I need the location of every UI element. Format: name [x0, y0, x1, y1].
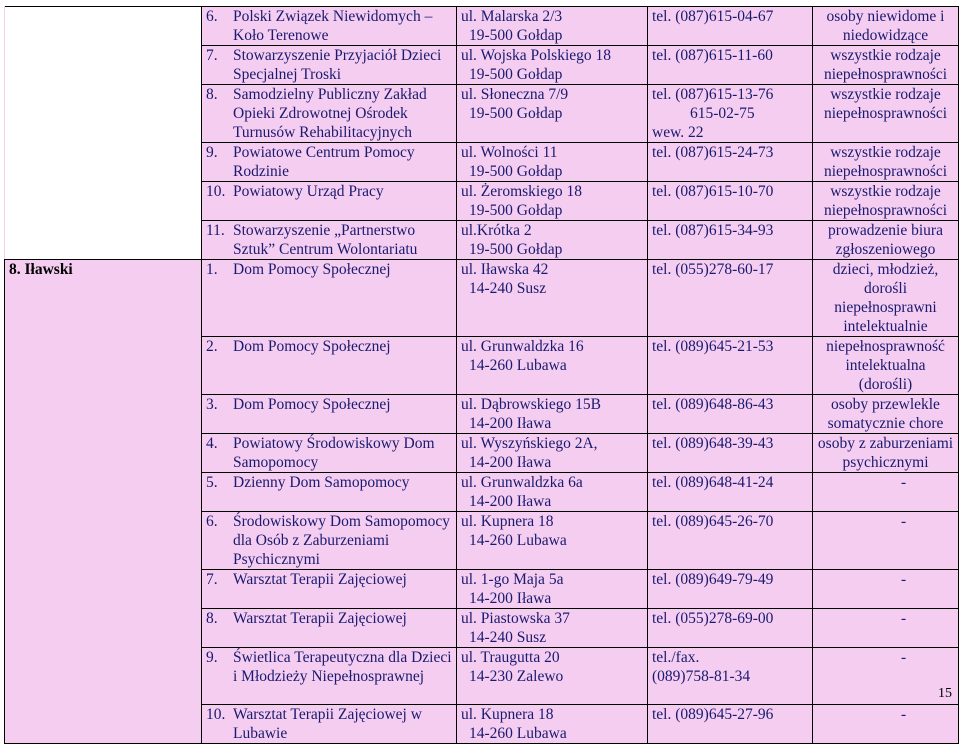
target-group-cell: wszystkie rodzaje niepełnosprawności — [813, 46, 959, 85]
table-row — [5, 705, 959, 744]
institution-name: Polski Związek Niewidomych – Koło Terenowe — [233, 8, 433, 44]
county-cell — [5, 85, 202, 143]
target-group-cell: - — [813, 473, 959, 512]
target-group-cell: wszystkie rodzaje niepełnosprawności — [813, 143, 959, 182]
institution-name-cell — [202, 473, 457, 512]
phone-line: tel. (087)615-34-93 — [652, 222, 774, 239]
address-cell — [457, 7, 648, 46]
phone-cell — [648, 395, 813, 434]
target-group-cell: wszystkie rodzaje niepełnosprawności — [813, 182, 959, 221]
institution-name-cell — [202, 85, 457, 143]
institution-name: Stowarzyszenie „Partnerstwo Sztuk” Centrum Wolontariatu — [233, 222, 418, 258]
address-cell — [457, 473, 648, 512]
phone-line: 615-02-75 — [690, 105, 755, 122]
target-group-cell: osoby z zaburzeniami psychicznymi — [813, 434, 959, 473]
phone-cell — [648, 512, 813, 570]
institution-name-cell — [202, 143, 457, 182]
county-cell — [5, 221, 202, 260]
phone-cell — [648, 473, 813, 512]
address-cell — [457, 395, 648, 434]
street-address: ul. Traugutta 20 — [461, 649, 560, 666]
institutions-table — [4, 6, 959, 744]
institution-entry — [206, 46, 452, 84]
table-row — [5, 648, 959, 705]
target-group-cell: - — [813, 648, 959, 705]
phone-line: wew. 22 — [652, 124, 704, 141]
county-cell — [5, 434, 202, 473]
institution-entry — [206, 395, 452, 414]
address-cell — [457, 570, 648, 609]
institution-entry — [206, 473, 452, 492]
institution-name-cell — [202, 705, 457, 744]
table-row — [5, 143, 959, 182]
county-cell — [5, 512, 202, 570]
phone-cell — [648, 143, 813, 182]
postal-city: 19-500 Gołdap — [469, 202, 563, 219]
institution-name: Dom Pomocy Społecznej — [233, 338, 391, 355]
street-address: ul. Kupnera 18 — [461, 513, 554, 530]
address-cell — [457, 648, 648, 705]
street-address: ul. Grunwaldzka 6a — [461, 474, 583, 491]
county-cell — [5, 143, 202, 182]
county-cell — [5, 337, 202, 395]
postal-city: 14-240 Susz — [469, 629, 547, 646]
target-group-cell: prowadzenie biura zgłoszeniowego — [813, 221, 959, 260]
phone-line: tel. (087)615-04-67 — [652, 8, 774, 25]
phone-cell — [648, 337, 813, 395]
phone-line: tel. (087)615-11-60 — [652, 47, 773, 64]
address-cell — [457, 260, 648, 337]
phone-line: tel. (089)648-41-24 — [652, 474, 774, 491]
institution-entry — [206, 512, 452, 569]
phone-cell — [648, 46, 813, 85]
phone-line: tel. (089)645-27-96 — [652, 706, 774, 723]
postal-city: 14-200 Iława — [469, 454, 552, 471]
street-address: ul. Wyszyńskiego 2A, — [461, 435, 598, 452]
street-address: ul. Dąbrowskiego 15B — [461, 396, 601, 413]
institution-name: Środowiskowy Dom Samopomocy dla Osób z Zaburzeniami Psychicznymi — [233, 513, 450, 568]
institution-name: Warsztat Terapii Zajęciowej — [233, 610, 407, 627]
row-number: 10. — [206, 706, 226, 723]
street-address: ul. Piastowska 37 — [461, 610, 570, 627]
county-cell — [5, 182, 202, 221]
phone-line: tel. (089)645-21-53 — [652, 338, 774, 355]
institution-name: Powiatowy Środowiskowy Dom Samopomocy — [233, 435, 435, 471]
row-number: 8. — [206, 610, 218, 627]
institution-entry — [206, 570, 452, 589]
postal-city: 14-260 Lubawa — [469, 532, 567, 549]
street-address: ul. Wolności 11 — [461, 144, 558, 161]
phone-cell — [648, 434, 813, 473]
institution-entry — [206, 434, 452, 472]
street-address: ul. Żeromskiego 18 — [461, 183, 582, 200]
institution-name: Powiatowe Centrum Pomocy Rodzinie — [233, 144, 415, 180]
county-cell — [5, 648, 202, 705]
row-number: 2. — [206, 338, 218, 355]
institution-name: Powiatowy Urząd Pracy — [233, 183, 384, 200]
table-row — [5, 182, 959, 221]
table-row — [5, 260, 959, 337]
street-address: ul. 1-go Maja 5a — [461, 571, 564, 588]
county-cell: 8. Iławski — [5, 260, 202, 337]
institution-name-cell — [202, 221, 457, 260]
institution-name: Dom Pomocy Społecznej — [233, 261, 391, 278]
institution-name-cell — [202, 609, 457, 648]
institution-entry — [206, 609, 452, 628]
phone-cell — [648, 182, 813, 221]
address-cell — [457, 46, 648, 85]
institution-entry — [206, 705, 452, 743]
institution-name-cell — [202, 648, 457, 705]
institution-entry — [206, 7, 452, 45]
postal-city: 14-260 Lubawa — [469, 357, 567, 374]
county-cell — [5, 46, 202, 85]
address-cell — [457, 182, 648, 221]
address-cell — [457, 609, 648, 648]
county-cell — [5, 609, 202, 648]
institution-name: Stowarzyszenie Przyjaciół Dzieci Specjalnej Troski — [233, 47, 442, 83]
street-address: ul. Słoneczna 7/9 — [461, 86, 569, 103]
institution-name-cell — [202, 434, 457, 473]
phone-line: tel. (087)615-13-76 — [652, 86, 774, 103]
address-cell — [457, 221, 648, 260]
target-group-cell: niepełnosprawność intelektualna (dorośli) — [813, 337, 959, 395]
address-cell — [457, 337, 648, 395]
phone-cell — [648, 609, 813, 648]
postal-city: 19-500 Gołdap — [469, 66, 563, 83]
institution-entry — [206, 182, 452, 201]
target-group-cell: - — [813, 609, 959, 648]
table-row — [5, 570, 959, 609]
row-number: 6. — [206, 513, 218, 530]
institution-name: Dom Pomocy Społecznej — [233, 396, 391, 413]
phone-cell — [648, 705, 813, 744]
postal-city: 14-200 Iława — [469, 493, 552, 510]
address-cell — [457, 143, 648, 182]
postal-city: 14-260 Lubawa — [469, 725, 567, 742]
phone-line: tel. (089)645-26-70 — [652, 513, 774, 530]
county-cell — [5, 473, 202, 512]
target-group-cell: dzieci, młodzież, dorośli niepełnosprawni intelektualnie — [813, 260, 959, 337]
county-cell — [5, 570, 202, 609]
row-number: 5. — [206, 474, 218, 491]
institution-name: Dzienny Dom Samopomocy — [233, 474, 410, 491]
target-group-cell: osoby niewidome i niedowidzące — [813, 7, 959, 46]
phone-line: tel. (089)649-79-49 — [652, 571, 774, 588]
phone-line: tel. (089)648-39-43 — [652, 435, 774, 452]
row-number: 9. — [206, 144, 218, 161]
institution-entry — [206, 221, 452, 259]
institution-entry — [206, 337, 452, 356]
institution-entry — [206, 85, 452, 142]
street-address: ul. Kupnera 18 — [461, 706, 554, 723]
table-row — [5, 85, 959, 143]
phone-line: tel. (055)278-60-17 — [652, 261, 774, 278]
table-row — [5, 337, 959, 395]
street-address: ul. Iławska 42 — [461, 261, 549, 278]
institution-name-cell — [202, 7, 457, 46]
phone-cell — [648, 260, 813, 337]
row-number: 7. — [206, 571, 218, 588]
row-number: 6. — [206, 8, 218, 25]
institution-name-cell — [202, 260, 457, 337]
row-number: 8. — [206, 86, 218, 103]
table-row — [5, 46, 959, 85]
row-number: 3. — [206, 396, 218, 413]
institution-name: Warsztat Terapii Zajęciowej — [233, 571, 407, 588]
row-number: 9. — [206, 649, 218, 666]
table-row — [5, 609, 959, 648]
table-row — [5, 395, 959, 434]
institution-name-cell — [202, 182, 457, 221]
table-row — [5, 473, 959, 512]
phone-line: tel. (055)278-69-00 — [652, 610, 774, 627]
postal-city: 19-500 Gołdap — [469, 163, 563, 180]
target-group-cell: wszystkie rodzaje niepełnosprawności — [813, 85, 959, 143]
institution-name-cell — [202, 512, 457, 570]
street-address: ul.Krótka 2 — [461, 222, 532, 239]
phone-line: tel. (087)615-10-70 — [652, 183, 774, 200]
address-cell — [457, 434, 648, 473]
phone-line: tel./fax. — [652, 649, 700, 666]
postal-city: 19-500 Gołdap — [469, 27, 563, 44]
postal-city: 14-200 Iława — [469, 590, 552, 607]
phone-cell — [648, 7, 813, 46]
target-group-cell: - — [813, 705, 959, 744]
target-group-cell: - — [813, 570, 959, 609]
institution-entry — [206, 260, 452, 279]
street-address: ul. Wojska Polskiego 18 — [461, 47, 612, 64]
institution-name: Warsztat Terapii Zajęciowej w Lubawie — [233, 706, 422, 742]
table-row — [5, 512, 959, 570]
address-cell — [457, 705, 648, 744]
county-cell — [5, 7, 202, 46]
institution-name-cell — [202, 337, 457, 395]
table-row — [5, 434, 959, 473]
phone-cell — [648, 85, 813, 143]
postal-city: 19-500 Gołdap — [469, 105, 563, 122]
phone-cell — [648, 221, 813, 260]
institution-name: Świetlica Terapeutyczna dla Dzieci i Młodzieży Niepełnosprawnej — [233, 649, 452, 685]
row-number: 10. — [206, 183, 226, 200]
table-row — [5, 221, 959, 260]
institution-entry — [206, 143, 452, 181]
institution-name-cell — [202, 395, 457, 434]
page-number: 15 — [938, 686, 952, 701]
row-number: 7. — [206, 47, 218, 64]
target-group-cell: - — [813, 512, 959, 570]
phone-line: tel. (089)648-86-43 — [652, 396, 774, 413]
phone-cell — [648, 570, 813, 609]
street-address: ul. Grunwaldzka 16 — [461, 338, 584, 355]
phone-line: tel. (087)615-24-73 — [652, 144, 774, 161]
table-row — [5, 7, 959, 46]
institution-entry — [206, 648, 452, 686]
street-address: ul. Malarska 2/3 — [461, 8, 563, 25]
county-cell — [5, 395, 202, 434]
postal-city: 14-230 Zalewo — [469, 668, 564, 685]
target-group-cell: osoby przewlekle somatycznie chore — [813, 395, 959, 434]
row-number: 11. — [206, 222, 225, 239]
address-cell — [457, 512, 648, 570]
address-cell — [457, 85, 648, 143]
postal-city: 14-240 Susz — [469, 280, 547, 297]
phone-cell — [648, 648, 813, 705]
row-number: 1. — [206, 261, 218, 278]
postal-city: 14-200 Iława — [469, 415, 552, 432]
institution-name-cell — [202, 570, 457, 609]
row-number: 4. — [206, 435, 218, 452]
institution-name-cell — [202, 46, 457, 85]
institution-name: Samodzielny Publiczny Zakład Opieki Zdrowotnej Ośrodek Turnusów Rehabilitacyjnych — [233, 86, 427, 141]
county-cell — [5, 705, 202, 744]
postal-city: 19-500 Gołdap — [469, 241, 563, 258]
phone-line: (089)758-81-34 — [652, 668, 751, 685]
